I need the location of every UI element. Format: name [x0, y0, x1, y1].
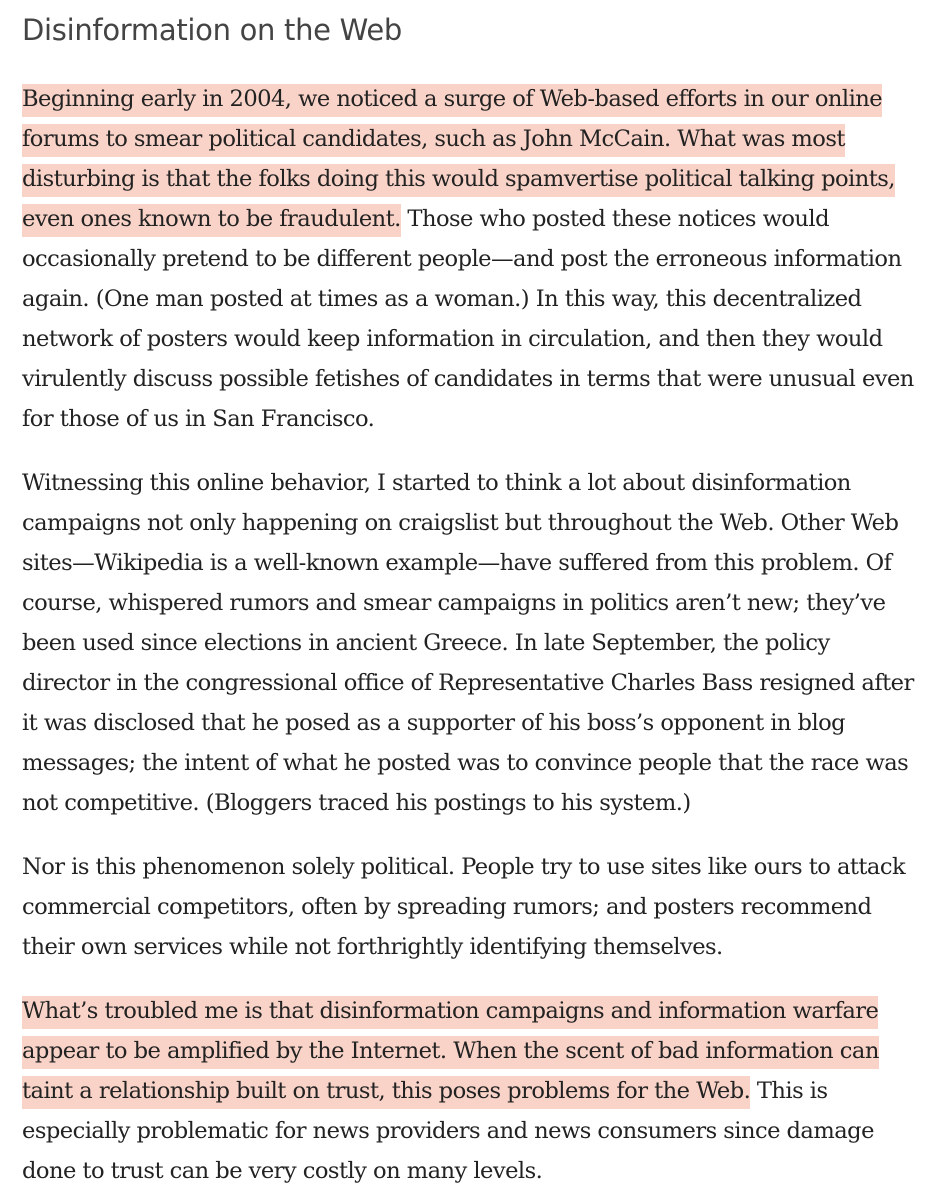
highlighted-text: What’s troubled me is that disinformation campaigns and information warfare appear to be amplified by the Internet. When the scent of bad information can taint a relationship built on trust, this poses problems for the Web. — [22, 996, 879, 1109]
article — [22, 0, 922, 1184]
paragraph-1 — [22, 79, 922, 439]
paragraph-text: This is especially problematic for news providers and news consumers since damage done to trust can be very costly on many levels. — [22, 1078, 874, 1184]
paragraph-2 — [22, 463, 922, 823]
paragraph-3 — [22, 847, 922, 967]
highlighted-text: Beginning early in 2004, we noticed a surge of Web-based efforts in our online forums to smear political candidates, such as John McCain. What was most disturbing is that the folks doing this would spamvertise political talking points, even ones known to be fraudulent. — [22, 84, 895, 237]
article-heading: Disinformation on the Web — [22, 13, 402, 47]
paragraph-text: Nor is this phenomenon solely political. People try to use sites like ours to attack commercial competitors, often by spreading rumors; and posters recommend their own services while not forthrightly identifying themselves. — [22, 854, 906, 960]
paragraph-text: Those who posted these notices would occasionally pretend to be different people—and post the erroneous information again. (One man posted at times as a woman.) In this way, this decentralized network of posters would keep information in circulation, and then they would virulently discuss possible fetishes of candidates in terms that were unusual even for those of us in San Francisco. — [22, 206, 914, 432]
paragraph-4 — [22, 991, 922, 1191]
paragraph-text: Witnessing this online behavior, I started to think a lot about disinformation campaigns not only happening on craigslist but throughout the Web. Other Web sites—Wikipedia is a well-known example—have suffered from this problem. Of course, whispered rumors and smear campaigns in politics aren’t new; they’ve been used since elections in ancient Greece. In late September, the policy director in the congressional office of Representative Charles Bass resigned after it was disclosed that he posed as a supporter of his boss’s opponent in blog messages; the intent of what he posted was to convince people that the race was not competitive. (Bloggers traced his postings to his system.) — [22, 470, 914, 816]
